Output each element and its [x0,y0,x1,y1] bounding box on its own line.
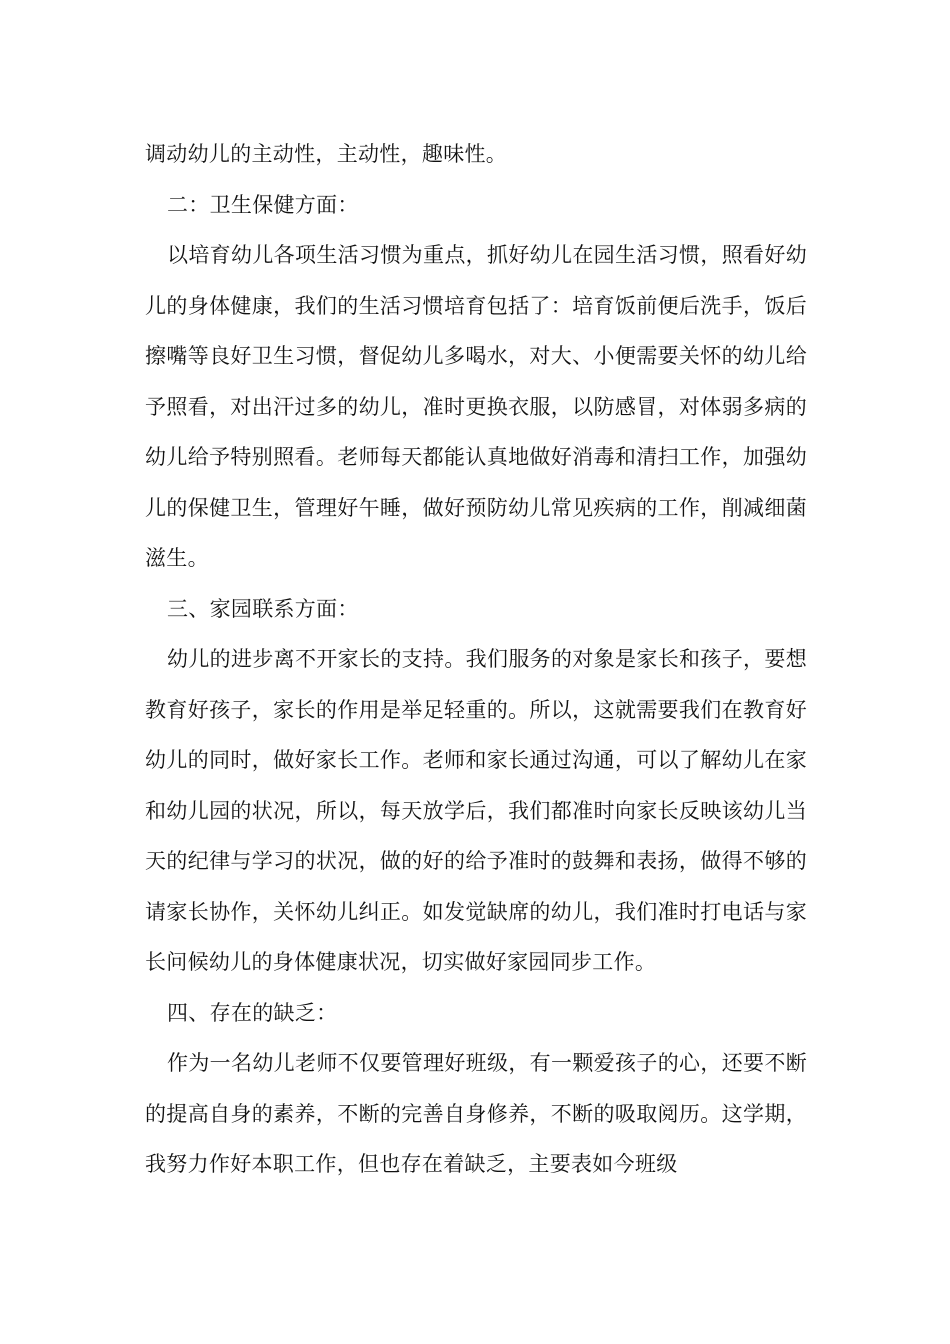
paragraph-hygiene: 以培育幼儿各项生活习惯为重点，抓好幼儿在园生活习惯，照看好幼儿的身体健康，我们的生活习惯培育包括了：培育饭前便后洗手，饭后擦嘴等良好卫生习惯，督促幼儿多喝水，对大、小便需要关怀的幼儿给予照看，对出汗过多的幼儿，准时更换衣服，以防感冒，对体弱多病的幼儿给予特别照看。老师每天都能认真地做好消毒和清扫工作，加强幼儿的保健卫生，管理好午睡，做好预防幼儿常见疾病的工作，削减细菌滋生。 [145,243,807,570]
document-body [145,129,807,1190]
paragraph-continuation: 调动幼儿的主动性，主动性，趣味性。 [145,142,508,166]
section-heading-hygiene: 二：卫生保健方面： [167,192,359,217]
paragraph-home-school: 幼儿的进步离不开家长的支持。我们服务的对象是家长和孩子，要想教育好孩子，家长的作用是举足轻重的。所以，这就需要我们在教育好幼儿的同时，做好家长工作。老师和家长通过沟通，可以了解幼儿在家和幼儿园的状况，所以，每天放学后，我们都准时向家长反映该幼儿当天的纪律与学习的状况，做的好的给予准时的鼓舞和表扬，做得不够的请家长协作，关怀幼儿纠正。如发觉缺席的幼儿，我们准时打电话与家长问候幼儿的身体健康状况，切实做好家园同步工作。 [145,647,807,974]
section-heading-shortcomings: 四、存在的缺乏： [167,1000,338,1025]
paragraph-shortcomings: 作为一名幼儿老师不仅要管理好班级，有一颗爱孩子的心，还要不断的提高自身的素养，不断的完善自身修养，不断的吸取阅历。这学期，我努力作好本职工作，但也存在着缺乏，主要表如今班级 [145,1051,807,1176]
section-heading-home-school: 三、家园联系方面： [167,596,359,621]
